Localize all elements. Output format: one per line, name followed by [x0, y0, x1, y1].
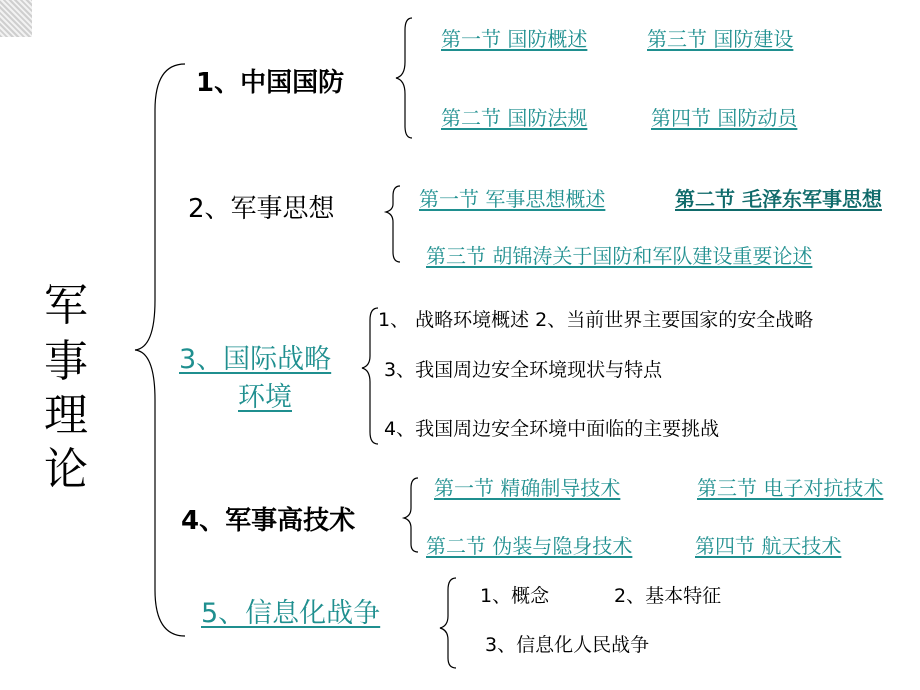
section-3-heading-line1[interactable]: 3、国际战略 — [179, 344, 332, 375]
title-char-2: 事 — [44, 336, 88, 387]
section-2-heading: 2、军事思想 — [188, 194, 335, 224]
main-brace — [135, 64, 185, 636]
section-3-heading-line2[interactable]: 环境 — [238, 382, 292, 413]
section-2-item-1[interactable]: 第一节 军事思想概述 — [419, 187, 606, 211]
section-5-heading[interactable]: 5、信息化战争 — [201, 598, 381, 629]
section-4-item-2[interactable]: 第三节 电子对抗技术 — [697, 476, 884, 500]
section-3-item-2: 3、我国周边安全环境现状与特点 — [384, 359, 663, 381]
section-2-item-2[interactable]: 第二节 毛泽东军事思想 — [675, 187, 882, 211]
brace-section-1 — [396, 18, 412, 138]
section-1-item-2[interactable]: 第三节 国防建设 — [647, 27, 794, 51]
section-1-heading: 1、中国国防 — [196, 68, 345, 98]
title-char-3: 理 — [44, 390, 88, 441]
section-5-item-1: 1、概念 — [480, 585, 550, 607]
section-4-item-4[interactable]: 第四节 航天技术 — [695, 534, 842, 558]
section-1-item-4[interactable]: 第四节 国防动员 — [651, 106, 798, 130]
brace-section-4 — [404, 478, 418, 552]
section-1-item-3[interactable]: 第二节 国防法规 — [441, 106, 588, 130]
section-3-item-3: 4、我国周边安全环境中面临的主要挑战 — [384, 418, 720, 440]
brace-section-2 — [386, 186, 400, 262]
section-1-item-1[interactable]: 第一节 国防概述 — [441, 27, 588, 51]
brace-section-5 — [440, 578, 456, 668]
brace-section-3 — [362, 308, 378, 444]
section-4-item-3[interactable]: 第二节 伪装与隐身技术 — [426, 534, 633, 558]
section-5-item-3: 3、信息化人民战争 — [485, 634, 650, 656]
section-5-item-2: 2、基本特征 — [614, 585, 722, 607]
section-3-item-1: 1、 战略环境概述 2、当前世界主要国家的安全战略 — [378, 309, 814, 331]
section-4-heading: 4、军事高技术 — [181, 506, 356, 536]
section-4-item-1[interactable]: 第一节 精确制导技术 — [434, 476, 621, 500]
title-char-1: 军 — [44, 280, 88, 331]
section-2-item-3[interactable]: 第三节 胡锦涛关于国防和军队建设重要论述 — [426, 244, 813, 268]
title-char-4: 论 — [44, 444, 88, 495]
